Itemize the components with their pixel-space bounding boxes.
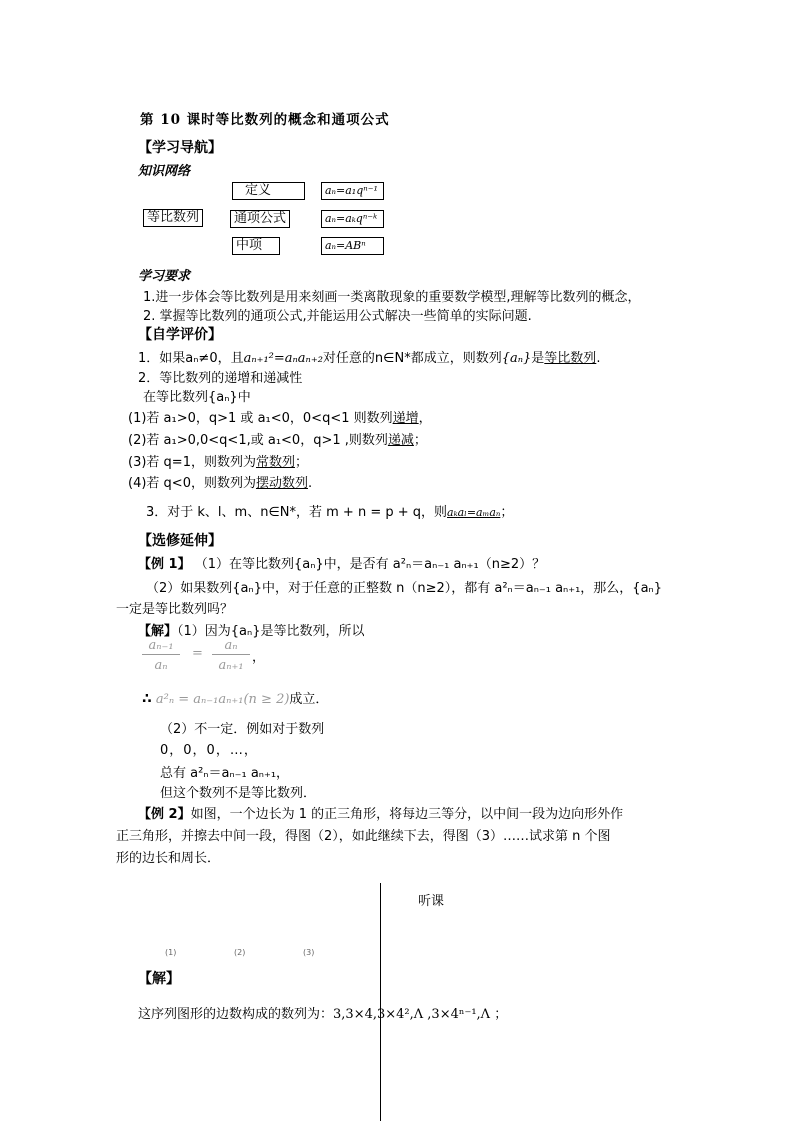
self-eval-item-2: 2．等比数列的递增和递减性 bbox=[138, 371, 303, 386]
item1-c4: n∈N*都成立，则数列 bbox=[374, 351, 502, 366]
margin-divider bbox=[380, 883, 381, 1121]
conclusion-end: 成立． bbox=[289, 692, 329, 707]
item1-end: . bbox=[596, 351, 601, 366]
solution-1-text: （1）因为{aₙ}是等比数列，所以 bbox=[177, 624, 365, 639]
figure-2-star bbox=[211, 875, 271, 940]
case-2-end: ； bbox=[413, 433, 427, 448]
case-2-answer: 递减 bbox=[387, 433, 414, 448]
extension-heading: 【选修延伸】 bbox=[138, 533, 222, 549]
case-1-end: ， bbox=[418, 411, 432, 426]
frac-right-bar bbox=[212, 654, 250, 655]
self-eval-item-1 bbox=[138, 347, 600, 366]
figure-2-label: (2) bbox=[234, 948, 246, 957]
conclusion-line bbox=[142, 688, 328, 707]
self-eval-item-2-intro: 在等比数列{aₙ}中 bbox=[143, 390, 251, 405]
case-3-answer: 常数列 bbox=[255, 455, 295, 470]
case-2 bbox=[128, 429, 427, 448]
example-2-line-2: 正三角形，并擦去中间一段，得图（2），如此继续下去，得图（3）……试求第 n 个图 bbox=[116, 829, 611, 844]
frac-left-bar bbox=[142, 654, 180, 655]
frac-left-den: aₙ bbox=[154, 658, 168, 673]
case-4-answer: 摆动数列 bbox=[255, 476, 308, 491]
always-line: 总有 a²ₙ＝aₙ₋₁ aₙ₊₁， bbox=[160, 766, 290, 781]
but-line: 但这个数列不是等比数列． bbox=[160, 786, 317, 801]
requirement-item-2: 2. 掌握等比数列的通项公式,并能运用公式解决一些简单的实际问题. bbox=[143, 309, 532, 324]
figure-1-label: (1) bbox=[165, 948, 177, 957]
case-2-text: (2)若 a₁>0,0<q<1,或 a₁<0，q>1 ,则数列 bbox=[128, 433, 388, 448]
example-1-q1-text: （1）在等比数列{aₙ}中，是否有 a²ₙ＝aₙ₋₁ aₙ₊₁（n≥2）？ bbox=[194, 557, 546, 572]
item1-c5: {aₙ} bbox=[501, 351, 532, 366]
diagram-branch-general-term: 通项公式 bbox=[230, 210, 290, 228]
diagram-branch-middle-term: 中项 bbox=[232, 237, 280, 255]
network-label: 知识网络 bbox=[138, 164, 191, 179]
frac-left-num: aₙ₋₁ bbox=[148, 638, 174, 653]
solution-1-line bbox=[138, 620, 364, 639]
therefore-symbol: ∴ bbox=[142, 691, 152, 707]
diagram-formula-3: aₙ=ABⁿ bbox=[321, 237, 384, 255]
frac-right-den: aₙ₊₁ bbox=[218, 658, 244, 673]
example-1-q1 bbox=[138, 553, 545, 572]
example-2-text-1: 如图，一个边长为 1 的正三角形，将每边三等分，以中间一段为边向形外作 bbox=[190, 807, 624, 822]
figure-3-label: (3) bbox=[303, 948, 315, 957]
item3-end: ； bbox=[500, 505, 514, 520]
frac-end: ， bbox=[252, 650, 266, 665]
solution-label: 【解】 bbox=[138, 624, 178, 639]
item3-answer: aₖaₗ=aₘaₙ bbox=[447, 506, 501, 519]
example-2-line-3: 形的边长和周长． bbox=[116, 851, 221, 866]
case-3-end: ； bbox=[294, 455, 308, 470]
solution-2-label: 【解】 bbox=[138, 971, 180, 987]
requirement-item-1: 1.进一步体会等比数列是用来刻画一类离散现象的重要数学模型,理解等比数列的概念， bbox=[143, 290, 641, 305]
frac-right-num: aₙ bbox=[224, 638, 238, 653]
item1-pre: 1．如果 bbox=[138, 351, 186, 366]
case-1-answer: 递增 bbox=[392, 411, 419, 426]
guide-heading: 【学习导航】 bbox=[138, 140, 222, 156]
example-1-q2: （2）如果数列{aₙ}中，对于任意的正整数 n（n≥2），都有 a²ₙ＝aₙ₋₁ aₙ₊₁，那么，{aₙ} bbox=[146, 581, 662, 596]
item1-c6: 是 bbox=[531, 351, 545, 366]
diagram-formula-2: aₙ=aₖqⁿ⁻ᵏ bbox=[321, 210, 384, 228]
side-count-formula: 3,3×4,3×4²,Λ ,3×4ⁿ⁻¹,Λ ； bbox=[333, 1007, 508, 1022]
case-3 bbox=[128, 451, 308, 470]
case-4-end: . bbox=[307, 476, 313, 491]
example-2-line-1 bbox=[138, 803, 623, 822]
figure-1-triangle bbox=[141, 884, 209, 936]
solution-2: （2）不一定．例如对于数列 bbox=[160, 722, 325, 737]
diagram-formula-1: aₙ=a₁qⁿ⁻¹ bbox=[321, 182, 384, 200]
side-count-line bbox=[138, 1003, 507, 1022]
case-1 bbox=[128, 407, 432, 426]
case-4 bbox=[128, 472, 312, 491]
diagram-root: 等比数列 bbox=[143, 209, 203, 227]
item1-answer: 等比数列 bbox=[544, 351, 597, 366]
item1-c3: 对任意的 bbox=[322, 351, 375, 366]
example-1-q2-cont: 一定是等比数列吗？ bbox=[116, 602, 234, 617]
requirements-heading: 学习要求 bbox=[138, 269, 191, 284]
item3-text: 3．对于 k、l、m、n∈N*，若 m + n = p + q，则 bbox=[146, 505, 448, 520]
zero-sequence: 0，0，0，…， bbox=[160, 743, 258, 758]
item1-c1: aₙ≠0，且 bbox=[185, 351, 244, 366]
figure-3-koch bbox=[283, 876, 340, 942]
self-eval-heading: 【自学评价】 bbox=[138, 327, 222, 343]
side-count-text: 这序列图形的边数构成的数列为： bbox=[138, 1007, 334, 1022]
frac-equals: = bbox=[192, 646, 203, 661]
example-1-label: 【例 1】 bbox=[138, 557, 191, 572]
case-1-text: (1)若 a₁>0，q>1 或 a₁<0，0<q<1 则数列 bbox=[128, 411, 393, 426]
conclusion-expression: a²ₙ = aₙ₋₁aₙ₊₁(n ≥ 2) bbox=[155, 692, 290, 707]
self-eval-item-3 bbox=[146, 501, 513, 520]
case-4-text: (4)若 q<0，则数列为 bbox=[128, 476, 256, 491]
page-title: 第 10 课时等比数列的概念和通项公式 bbox=[140, 112, 390, 128]
side-note: 听课 bbox=[418, 894, 445, 909]
item1-condition: aₙ₊₁²=aₙaₙ₊₂ bbox=[243, 351, 323, 366]
diagram-branch-definition: 定义 bbox=[232, 182, 305, 200]
case-3-text: (3)若 q=1，则数列为 bbox=[128, 455, 256, 470]
example-2-label: 【例 2】 bbox=[138, 807, 191, 822]
